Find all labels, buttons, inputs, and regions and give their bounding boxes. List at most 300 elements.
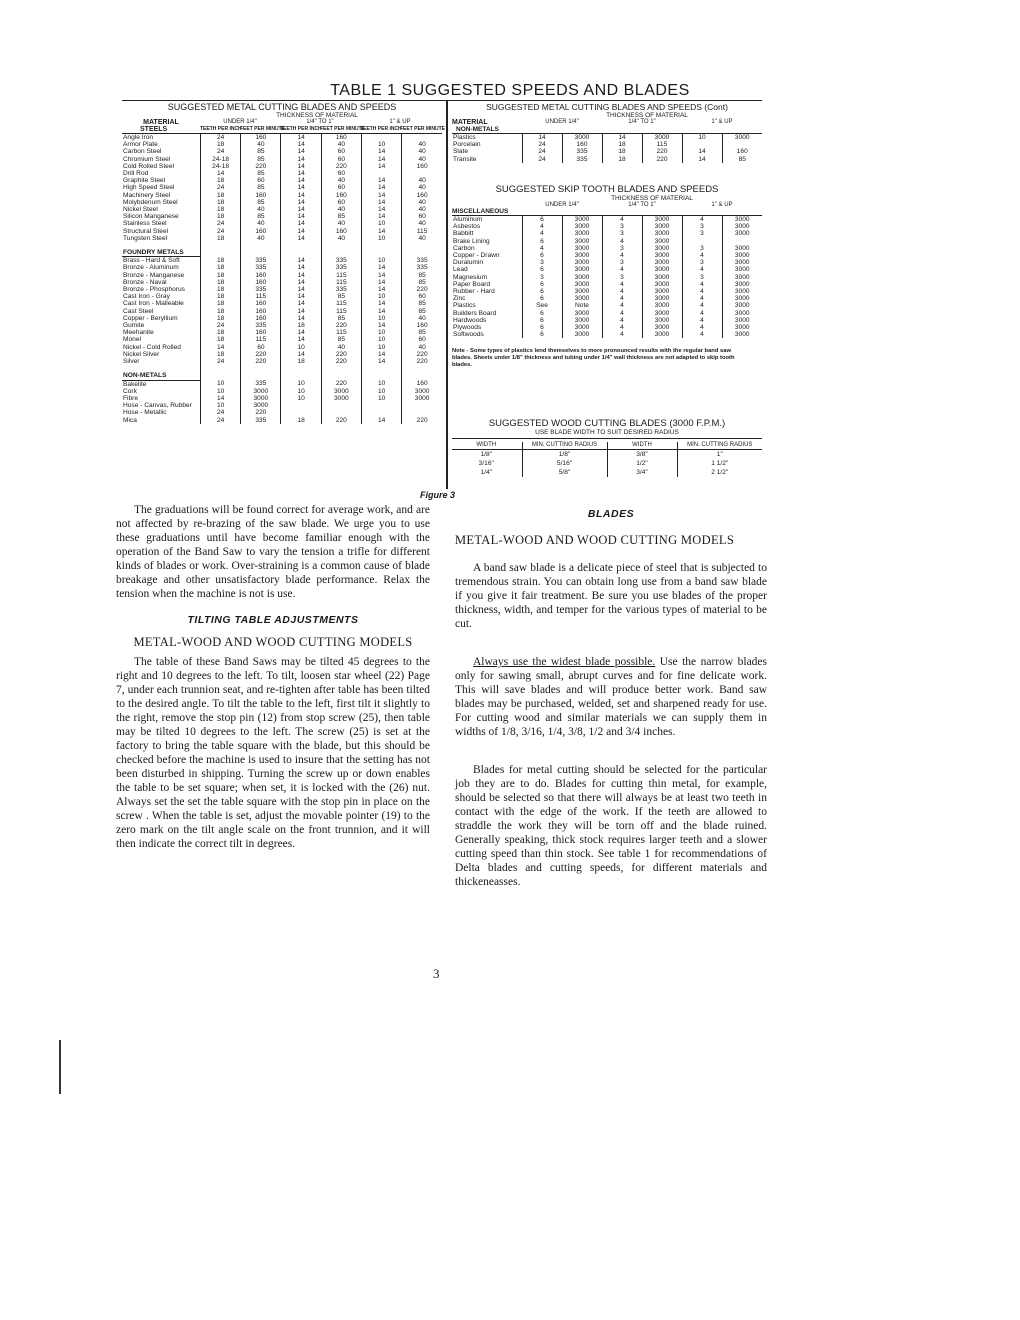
value-cell: 18 — [200, 199, 240, 206]
material-cell: High Speed Steel — [123, 184, 175, 192]
value-cell: 24-18 — [200, 156, 240, 163]
value-cell: 220 — [321, 351, 361, 358]
material-cell: Cast Steel — [123, 307, 154, 315]
table-row — [122, 141, 442, 148]
value-cell: 3000 — [642, 266, 682, 273]
value-cell: 10 — [200, 388, 240, 395]
value-cell: 14 — [361, 351, 401, 358]
value-cell: 3000 — [402, 395, 442, 402]
value-cell: 24-18 — [200, 163, 240, 170]
value-cell: 24 — [522, 141, 562, 148]
value-cell: 4 — [682, 302, 722, 309]
value-cell: 6 — [522, 266, 562, 273]
material-cell: Armor Plate — [123, 141, 158, 149]
value-cell: 85 — [402, 300, 442, 307]
value-cell: 10 — [361, 395, 401, 402]
value-cell: 85 — [241, 156, 281, 163]
value-cell — [361, 409, 401, 416]
value-cell: 14 — [361, 206, 401, 213]
right-text-column — [455, 503, 767, 889]
value-cell: 3000 — [642, 324, 682, 331]
value-cell: 40 — [241, 206, 281, 213]
value-cell: 10 — [281, 380, 321, 388]
value-cell: 14 — [361, 308, 401, 315]
value-cell: 3000 — [722, 266, 762, 273]
value-cell: 18 — [200, 272, 240, 279]
value-cell: 14 — [361, 264, 401, 271]
value-cell: 3000 — [722, 281, 762, 288]
value-cell: 3000 — [642, 331, 682, 338]
blades-paragraph-2 — [455, 655, 767, 739]
value-cell: 14 — [281, 329, 321, 336]
material-cell: Plastics — [453, 302, 476, 310]
skip-range-1: UNDER 1/4" — [545, 202, 579, 208]
value-cell: 40 — [321, 141, 361, 148]
wood-col-width-2: WIDTH — [607, 442, 677, 450]
value-cell: 60 — [321, 184, 361, 191]
value-cell: 24 — [200, 148, 240, 155]
left-speed-table — [122, 102, 446, 424]
table-row — [122, 344, 442, 351]
value-cell: 14 — [281, 192, 321, 199]
value-cell: 14 — [200, 170, 240, 177]
table-row — [122, 220, 442, 227]
value-cell: 18 — [602, 148, 642, 155]
value-cell: 10 — [281, 395, 321, 402]
value-cell: 1/8" — [480, 451, 492, 459]
value-cell: 4 — [602, 310, 642, 317]
material-cell: Builders Board — [453, 309, 497, 317]
value-cell: 220 — [402, 286, 442, 293]
wood-subheading: USE BLADE WIDTH TO SUIT DESIRED RADIUS — [452, 429, 762, 439]
value-cell: 14 — [361, 286, 401, 293]
value-cell: 85 — [241, 170, 281, 177]
value-cell: 220 — [321, 358, 361, 365]
value-cell: 4 — [682, 317, 722, 324]
table-row — [452, 230, 762, 237]
table-row — [452, 459, 762, 468]
value-cell: 14 — [281, 206, 321, 213]
value-cell: 10 — [361, 293, 401, 300]
table-row — [122, 300, 442, 307]
value-cell: 14 — [281, 170, 321, 177]
value-cell: 3000 — [722, 274, 762, 281]
right-cont-data-table — [452, 134, 762, 163]
value-cell: 3000 — [321, 388, 361, 395]
value-cell: 40 — [402, 148, 442, 155]
value-cell: 85 — [241, 213, 281, 220]
value-cell: 3000 — [642, 223, 682, 230]
material-cell: Zinc — [453, 295, 466, 303]
right-cont-table — [452, 102, 762, 163]
material-cell: Cork — [123, 387, 137, 395]
value-cell: 335 — [241, 286, 281, 293]
material-cell: Bronze - Manganese — [123, 271, 185, 279]
value-cell: 160 — [241, 279, 281, 286]
value-cell: 4 — [682, 295, 722, 302]
value-cell: 24 — [200, 228, 240, 235]
value-cell: 3000 — [722, 252, 762, 259]
material-cell: Carbon — [453, 244, 475, 252]
tilting-heading: TILTING TABLE ADJUSTMENTS — [187, 614, 359, 626]
value-cell: 1/2" — [607, 459, 677, 468]
table-row — [452, 245, 762, 252]
table-row — [122, 351, 442, 358]
table-row — [452, 134, 762, 141]
value-cell: 14 — [682, 148, 722, 155]
table-row — [122, 264, 442, 271]
material-cell: Graphite Steel — [123, 177, 166, 185]
value-cell: 18 — [200, 257, 240, 265]
value-cell: 3000 — [562, 310, 602, 317]
value-cell — [321, 402, 361, 409]
value-cell: 3000 — [642, 317, 682, 324]
table-row — [452, 259, 762, 266]
left-thickness-heading: THICKNESS OF MATERIAL — [276, 112, 358, 119]
value-cell: 14 — [281, 272, 321, 279]
value-cell: 6 — [522, 281, 562, 288]
value-cell: 14 — [361, 228, 401, 235]
value-cell: 14 — [281, 134, 321, 141]
value-cell: 18 — [281, 358, 321, 365]
left-col-feet-1: FEET PER MINUTE — [240, 126, 286, 132]
value-cell: 3000 — [562, 288, 602, 295]
value-cell: 18 — [200, 336, 240, 343]
value-cell: 335 — [241, 417, 281, 424]
page-title: TABLE 1 SUGGESTED SPEEDS AND BLADES — [330, 82, 690, 99]
value-cell: 1 1/2" — [677, 459, 762, 468]
value-cell: 160 — [241, 308, 281, 315]
value-cell: 335 — [402, 264, 442, 271]
value-cell: 14 — [522, 134, 562, 141]
value-cell: 18 — [602, 141, 642, 148]
value-cell: 14 — [361, 300, 401, 307]
value-cell: 3000 — [722, 331, 762, 338]
material-cell: Silver — [123, 358, 140, 366]
material-cell: Fibre — [123, 394, 139, 402]
value-cell: 3000 — [562, 238, 602, 245]
section-name: NON-METALS — [122, 372, 200, 380]
value-cell: 160 — [562, 141, 602, 148]
value-cell: 4 — [682, 288, 722, 295]
value-cell: 18 — [200, 351, 240, 358]
material-cell: Lead — [453, 266, 468, 274]
skip-thickness-heading: THICKNESS OF MATERIAL — [611, 195, 693, 202]
value-cell: 3/4" — [607, 468, 677, 477]
value-cell: 3000 — [722, 302, 762, 309]
value-cell: 115 — [241, 336, 281, 343]
value-cell: 10 — [200, 380, 240, 388]
value-cell: 60 — [321, 199, 361, 206]
value-cell: 160 — [241, 315, 281, 322]
value-cell: 160 — [241, 228, 281, 235]
value-cell: 3000 — [722, 134, 762, 141]
intro-paragraph: The graduations will be found correct for average work, and are not affected by re-brazing of the saw blade. We urge you to use these graduations until have become familiar enough with the operation of the Band Saw to vary the tension a trifle for different kinds of blades or work. Over-straining is a common cause of blade breakage and other unsatisfactory blade performance. Relax the tension when the machine is not is use. — [116, 504, 430, 600]
value-cell: 14 — [361, 322, 401, 329]
table-row — [122, 134, 442, 141]
value-cell: 3000 — [562, 281, 602, 288]
value-cell: 6 — [522, 295, 562, 302]
value-cell: 160 — [241, 134, 281, 141]
blades-paragraph-3: Blades for metal cutting should be selected for the particular job they are to do. Blades for cutting thin metal, for example, should be selected so that there will always be at least two teeth in contact with the edge of the work. If the teeth are allowed to straddle the work they will be torn off and the blade ruined. Generally speaking, thick stock requires larger teeth and a slower cutting speed than thin stock. See table 1 for recommendations of Delta blades and cutting speeds, for different materials and thickeneasses. — [455, 764, 767, 888]
value-cell: 115 — [321, 279, 361, 286]
value-cell: 220 — [642, 156, 682, 163]
skip-note: Note - Some types of plastics lend themselves to more pronounced results with the regular band saw blades. Sheets under 1/8" thickness and tubing under 1/4" wall thickness are not adapted to skip tooth blades. — [452, 348, 735, 369]
value-cell: 4 — [602, 288, 642, 295]
material-cell: Carbon Steel — [123, 148, 162, 156]
value-cell: 220 — [321, 380, 361, 388]
value-cell: 14 — [361, 156, 401, 163]
table-row — [452, 216, 762, 223]
value-cell: 40 — [402, 206, 442, 213]
skip-section: MISCELLANEOUS — [452, 208, 762, 216]
value-cell: 3000 — [642, 230, 682, 237]
material-cell: Hose - Canvas, Rubber — [123, 402, 192, 410]
value-cell: 85 — [402, 329, 442, 336]
value-cell: 160 — [402, 322, 442, 329]
value-cell: 14 — [281, 199, 321, 206]
value-cell: 85 — [321, 315, 361, 322]
material-cell: Bronze - Naval — [123, 278, 167, 286]
value-cell: 3000 — [562, 274, 602, 281]
blades-paragraph-2-rest: Use the narrow blades only for sawing small, abrupt curves and for fine delicate work. This will save blades and will produce better work. Band saw blades may be purchased, welded, set and sharpened ready for use. For cutting wood and similar materials we can supply them in widths of 1/8, 3/16, 1/4, 3/8, 1/2 and 3/4 inches. — [455, 656, 767, 738]
value-cell: 3000 — [562, 134, 602, 141]
right-cont-range-1: UNDER 1/4" — [545, 119, 579, 125]
value-cell: 24 — [200, 322, 240, 329]
value-cell: 14 — [281, 336, 321, 343]
value-cell: 85 — [321, 213, 361, 220]
left-section-steels-label: STEELS — [140, 126, 168, 133]
value-cell: 3000 — [722, 317, 762, 324]
table-row — [452, 223, 762, 230]
material-cell: Nickel Silver — [123, 350, 160, 358]
value-cell: 18 — [602, 156, 642, 163]
value-cell: 3000 — [562, 317, 602, 324]
value-cell: 3000 — [402, 388, 442, 395]
value-cell: 85 — [241, 199, 281, 206]
value-cell: 115 — [321, 329, 361, 336]
value-cell: 115 — [321, 300, 361, 307]
material-cell: Cast Iron - Gray — [123, 293, 170, 301]
value-cell: 14 — [281, 163, 321, 170]
right-cont-material-label: MATERIAL — [452, 119, 488, 126]
value-cell: 24 — [200, 358, 240, 365]
value-cell: 1/4" — [480, 469, 492, 477]
table-row — [122, 206, 442, 213]
value-cell: 40 — [402, 156, 442, 163]
value-cell: 40 — [241, 235, 281, 242]
value-cell: 4 — [522, 245, 562, 252]
left-models-heading: METAL-WOOD AND WOOD CUTTING MODELS — [133, 635, 413, 649]
value-cell: 4 — [602, 324, 642, 331]
value-cell: 24 — [522, 148, 562, 155]
scan-margin-mark — [59, 1040, 61, 1094]
value-cell: 3000 — [642, 259, 682, 266]
material-cell: Plastics — [453, 134, 476, 141]
value-cell: 115 — [241, 293, 281, 300]
table-row — [452, 295, 762, 302]
value-cell: 4 — [682, 252, 722, 259]
value-cell: 4 — [522, 223, 562, 230]
value-cell: 10 — [361, 220, 401, 227]
value-cell: 40 — [321, 235, 361, 242]
value-cell: 18 — [200, 308, 240, 315]
section-gap — [122, 242, 442, 249]
table-row — [122, 213, 442, 220]
value-cell: 4 — [602, 295, 642, 302]
material-cell: Tungsten Steel — [123, 234, 168, 242]
value-cell: 160 — [722, 148, 762, 155]
value-cell: 4 — [682, 266, 722, 273]
value-cell: 6 — [522, 216, 562, 223]
value-cell: 14 — [200, 395, 240, 402]
value-cell: 220 — [241, 409, 281, 416]
section-gap — [122, 365, 442, 372]
left-table-heading: SUGGESTED METAL CUTTING BLADES AND SPEEDS — [167, 102, 397, 112]
skip-range-3: 1" & UP — [711, 202, 733, 208]
value-cell: 14 — [361, 177, 401, 184]
wood-heading: SUGGESTED WOOD CUTTING BLADES (3000 F.P.M.) — [488, 418, 726, 429]
value-cell: 160 — [321, 228, 361, 235]
value-cell — [361, 402, 401, 409]
table-row — [122, 184, 442, 191]
value-cell: 85 — [722, 156, 762, 163]
value-cell: 14 — [361, 279, 401, 286]
tilting-paragraph: The table of these Band Saws may be tilted 45 degrees to the right and 10 degrees to the left. To tilt, loosen star wheel (22) Page 7, under each trunnion seat, and re-tighten after table has been tilted to the desired angle. To tilt the table to the left, first tilt it slightly to the right, remove the stop pin (12) from stop screw (25), then table may be tilted 10 degrees to the left. The screw (25) is set at the factory to bring the table square with the blade, but this should be checked before the machine is used to insure that the setting has not been disturbed in shipping. Turning the screw up or down enables the table to be set square; when set, it is locked with the (26) nut. Always set the set the table square with the stop pin in place on the screw . When the table is set, adjust the movable pointer (19) to the zero mark on the tilt angle scale on the front trunnion, and it will then indicate the correct tilt in degrees. — [116, 656, 430, 850]
value-cell: 40 — [321, 177, 361, 184]
material-cell: Molybdenum Steel — [123, 198, 178, 206]
value-cell: 14 — [281, 315, 321, 322]
material-cell: Copper - Drawn — [453, 252, 500, 260]
section-header-row — [122, 249, 442, 257]
value-cell: 18 — [200, 192, 240, 199]
skip-data-table — [452, 216, 762, 338]
value-cell: 60 — [241, 344, 281, 351]
value-cell: 14 — [281, 141, 321, 148]
value-cell — [402, 409, 442, 416]
table-row — [122, 409, 442, 416]
value-cell: 10 — [361, 380, 401, 388]
value-cell: 6 — [522, 317, 562, 324]
material-cell: Gumite — [123, 322, 145, 330]
value-cell: 60 — [402, 336, 442, 343]
value-cell: 3000 — [562, 295, 602, 302]
value-cell: 6 — [522, 310, 562, 317]
value-cell: 3000 — [562, 331, 602, 338]
value-cell: 85 — [241, 184, 281, 191]
value-cell: 220 — [402, 417, 442, 424]
table-row — [122, 395, 442, 402]
material-cell: Silicon Manganese — [123, 213, 179, 221]
value-cell: 40 — [402, 344, 442, 351]
value-cell: 3 — [602, 230, 642, 237]
table-divider — [446, 101, 448, 489]
value-cell: 3000 — [722, 295, 762, 302]
left-col-feet-2: FEET PER MINUTE — [320, 126, 366, 132]
value-cell: 3000 — [642, 302, 682, 309]
value-cell: 3000 — [642, 288, 682, 295]
value-cell: 40 — [321, 344, 361, 351]
table-row — [452, 141, 762, 148]
value-cell: 10 — [361, 329, 401, 336]
value-cell: 60 — [402, 213, 442, 220]
value-cell: 18 — [200, 235, 240, 242]
material-cell: Aluminum — [453, 216, 483, 223]
value-cell: 3000 — [562, 266, 602, 273]
value-cell: 160 — [402, 380, 442, 388]
value-cell: 40 — [402, 141, 442, 148]
value-cell: 3 — [682, 223, 722, 230]
table-row — [122, 156, 442, 163]
value-cell: 4 — [602, 281, 642, 288]
value-cell: 24 — [200, 417, 240, 424]
table-row — [452, 450, 762, 460]
value-cell: 3000 — [562, 223, 602, 230]
value-cell — [402, 134, 442, 141]
value-cell: 3000 — [321, 395, 361, 402]
value-cell: 115 — [321, 308, 361, 315]
wood-col-radius-1: MIN. CUTTING RADIUS — [522, 442, 607, 450]
wood-table — [452, 418, 762, 477]
table-row — [122, 199, 442, 206]
value-cell: 14 — [281, 235, 321, 242]
table-row — [452, 317, 762, 324]
material-cell: Asbestos — [453, 223, 481, 231]
material-cell: Transite — [453, 155, 477, 163]
value-cell: 10 — [200, 402, 240, 409]
value-cell: 3000 — [722, 310, 762, 317]
wood-data-table — [452, 442, 762, 477]
table-row — [122, 380, 442, 388]
left-material-label: MATERIAL — [143, 119, 179, 126]
value-cell: 1/8" — [522, 450, 607, 460]
skip-range-2: 1/4" TO 1" — [628, 202, 656, 208]
value-cell: 18 — [200, 141, 240, 148]
material-cell: Machinery Steel — [123, 191, 171, 199]
value-cell: 3000 — [642, 252, 682, 259]
value-cell: 14 — [602, 134, 642, 141]
value-cell — [722, 238, 762, 245]
value-cell: 18 — [200, 264, 240, 271]
material-cell: Monel — [123, 336, 141, 344]
value-cell: 3000 — [722, 230, 762, 237]
figure-label: Figure 3 — [420, 490, 456, 500]
value-cell: 335 — [241, 264, 281, 271]
value-cell: 3000 — [241, 388, 281, 395]
value-cell: 14 — [682, 156, 722, 163]
material-cell: Rubber - Hard — [453, 288, 495, 296]
wood-col-radius-2: MIN. CUTTING RADIUS — [677, 442, 762, 450]
value-cell: 14 — [281, 293, 321, 300]
material-cell: Bakelite — [123, 380, 147, 388]
value-cell: 40 — [321, 206, 361, 213]
value-cell: 3000 — [642, 274, 682, 281]
table-row — [122, 235, 442, 242]
value-cell — [321, 409, 361, 416]
value-cell: 3 — [682, 274, 722, 281]
value-cell: 335 — [321, 257, 361, 265]
value-cell: 3000 — [722, 259, 762, 266]
value-cell: 3 — [602, 245, 642, 252]
section-header-row — [122, 372, 442, 380]
value-cell: 14 — [281, 257, 321, 265]
value-cell — [281, 402, 321, 409]
value-cell: 60 — [321, 170, 361, 177]
value-cell: 40 — [402, 199, 442, 206]
material-cell: Bronze - Aluminum — [123, 264, 179, 272]
value-cell: 14 — [281, 308, 321, 315]
material-cell: Hardwoods — [453, 316, 487, 324]
